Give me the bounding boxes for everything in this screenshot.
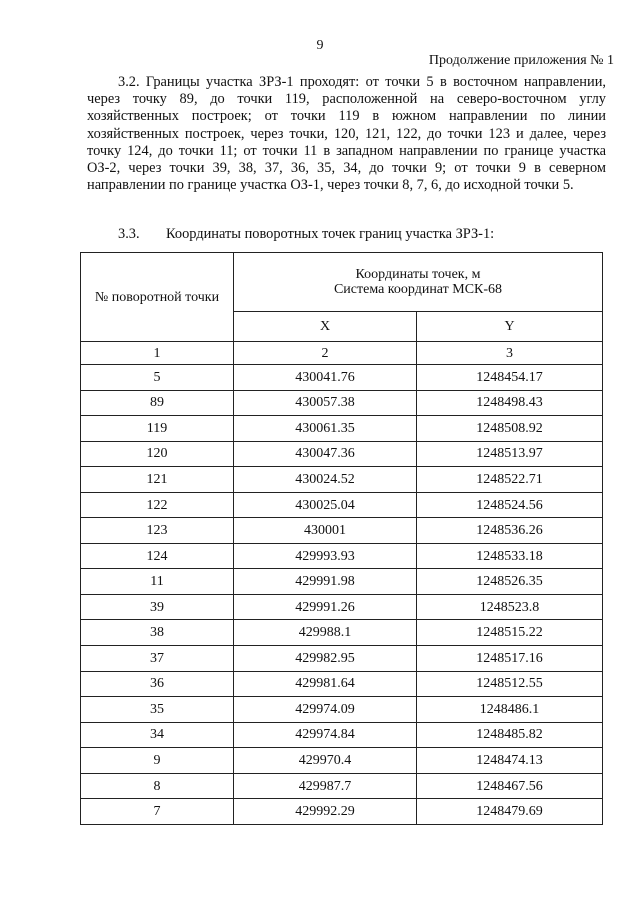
x-coordinate-cell: 430001 xyxy=(234,518,417,544)
table-row xyxy=(81,722,603,748)
table-row xyxy=(81,671,603,697)
table-caption xyxy=(118,226,494,243)
page-number: 9 xyxy=(316,38,324,53)
x-coordinate-cell: 429987.7 xyxy=(234,773,417,799)
x-coordinate-cell: 429970.4 xyxy=(234,748,417,774)
point-number-cell: 36 xyxy=(81,671,234,697)
x-coordinate-cell: 429992.29 xyxy=(234,799,417,825)
y-coordinate-cell: 1248498.43 xyxy=(417,390,603,416)
table-row xyxy=(81,697,603,723)
table-body xyxy=(81,365,603,825)
point-number-cell: 9 xyxy=(81,748,234,774)
boundary-description-paragraph xyxy=(87,74,606,194)
point-number-cell: 11 xyxy=(81,569,234,595)
point-number-cell: 120 xyxy=(81,441,234,467)
point-number-cell: 39 xyxy=(81,594,234,620)
y-coordinate-cell: 1248486.1 xyxy=(417,697,603,723)
table-row xyxy=(81,492,603,518)
table-row xyxy=(81,416,603,442)
table-row xyxy=(81,620,603,646)
column-number-1: 1 xyxy=(81,342,234,365)
y-coordinate-cell: 1248517.16 xyxy=(417,646,603,672)
y-coordinate-cell: 1248515.22 xyxy=(417,620,603,646)
point-number-cell: 37 xyxy=(81,646,234,672)
x-coordinate-cell: 429974.09 xyxy=(234,697,417,723)
column-number-2: 2 xyxy=(234,342,417,365)
y-coordinate-cell: 1248536.26 xyxy=(417,518,603,544)
point-number-cell: 34 xyxy=(81,722,234,748)
point-number-cell: 119 xyxy=(81,416,234,442)
x-coordinate-cell: 429974.84 xyxy=(234,722,417,748)
x-coordinate-cell: 430047.36 xyxy=(234,441,417,467)
y-coordinate-cell: 1248485.82 xyxy=(417,722,603,748)
y-coordinate-cell: 1248467.56 xyxy=(417,773,603,799)
header-coordinates-line1: Координаты точек, м xyxy=(355,267,481,282)
header-coordinates xyxy=(234,253,603,312)
point-number-cell: 121 xyxy=(81,467,234,493)
x-coordinate-cell: 430025.04 xyxy=(234,492,417,518)
paragraph-text: 3.2. Границы участка ЗРЗ-1 проходят: от точки 5 в восточном направлении, через точку 89, до точки 119, расположенной на северо-восточном углу хозяйственных построек; от точки 119 в южном направлении по линии хозяйственных построек, через точки, 120, 121, 122, до точки 123 и далее, через точку 124, до точки 11; от точки 11 в западном направлении по границе участка ОЗ-2, через точки 39, 38, 37, 36, 35, 34, до точки 9; от точки 9 в северном направлении по границе участка ОЗ-1, через точки 8, 7, 6, до исходной точки 5. xyxy=(87,74,606,194)
header-y: Y xyxy=(417,312,603,342)
table-row xyxy=(81,594,603,620)
table-row xyxy=(81,467,603,493)
point-number-cell: 123 xyxy=(81,518,234,544)
point-number-cell: 8 xyxy=(81,773,234,799)
coordinates-table xyxy=(80,252,603,825)
y-coordinate-cell: 1248474.13 xyxy=(417,748,603,774)
x-coordinate-cell: 429993.93 xyxy=(234,543,417,569)
x-coordinate-cell: 430057.38 xyxy=(234,390,417,416)
y-coordinate-cell: 1248508.92 xyxy=(417,416,603,442)
x-coordinate-cell: 429988.1 xyxy=(234,620,417,646)
table-row xyxy=(81,569,603,595)
y-coordinate-cell: 1248523.8 xyxy=(417,594,603,620)
y-coordinate-cell: 1248522.71 xyxy=(417,467,603,493)
x-coordinate-cell: 430041.76 xyxy=(234,365,417,391)
x-coordinate-cell: 429981.64 xyxy=(234,671,417,697)
table-caption-number: 3.3. xyxy=(118,226,140,242)
x-coordinate-cell: 430061.35 xyxy=(234,416,417,442)
header-x: X xyxy=(234,312,417,342)
x-coordinate-cell: 430024.52 xyxy=(234,467,417,493)
point-number-cell: 38 xyxy=(81,620,234,646)
table-row xyxy=(81,646,603,672)
table-row xyxy=(81,441,603,467)
y-coordinate-cell: 1248454.17 xyxy=(417,365,603,391)
point-number-cell: 122 xyxy=(81,492,234,518)
table-row xyxy=(81,799,603,825)
header-point-number: № поворотной точки xyxy=(81,253,234,342)
y-coordinate-cell: 1248512.55 xyxy=(417,671,603,697)
table-caption-text: Координаты поворотных точек границ участка ЗРЗ-1: xyxy=(166,226,495,242)
table-row xyxy=(81,518,603,544)
table-row xyxy=(81,390,603,416)
header-coordinates-line2: Система координат МСК-68 xyxy=(333,282,503,297)
x-coordinate-cell: 429991.98 xyxy=(234,569,417,595)
x-coordinate-cell: 429982.95 xyxy=(234,646,417,672)
point-number-cell: 7 xyxy=(81,799,234,825)
x-coordinate-cell: 429991.26 xyxy=(234,594,417,620)
point-number-cell: 35 xyxy=(81,697,234,723)
y-coordinate-cell: 1248479.69 xyxy=(417,799,603,825)
table-row xyxy=(81,773,603,799)
column-number-3: 3 xyxy=(417,342,603,365)
table-row xyxy=(81,365,603,391)
y-coordinate-cell: 1248526.35 xyxy=(417,569,603,595)
table-row xyxy=(81,748,603,774)
point-number-cell: 89 xyxy=(81,390,234,416)
point-number-cell: 5 xyxy=(81,365,234,391)
table-row xyxy=(81,543,603,569)
point-number-cell: 124 xyxy=(81,543,234,569)
y-coordinate-cell: 1248533.18 xyxy=(417,543,603,569)
appendix-label: Продолжение приложения № 1 xyxy=(428,53,614,68)
y-coordinate-cell: 1248524.56 xyxy=(417,492,603,518)
y-coordinate-cell: 1248513.97 xyxy=(417,441,603,467)
